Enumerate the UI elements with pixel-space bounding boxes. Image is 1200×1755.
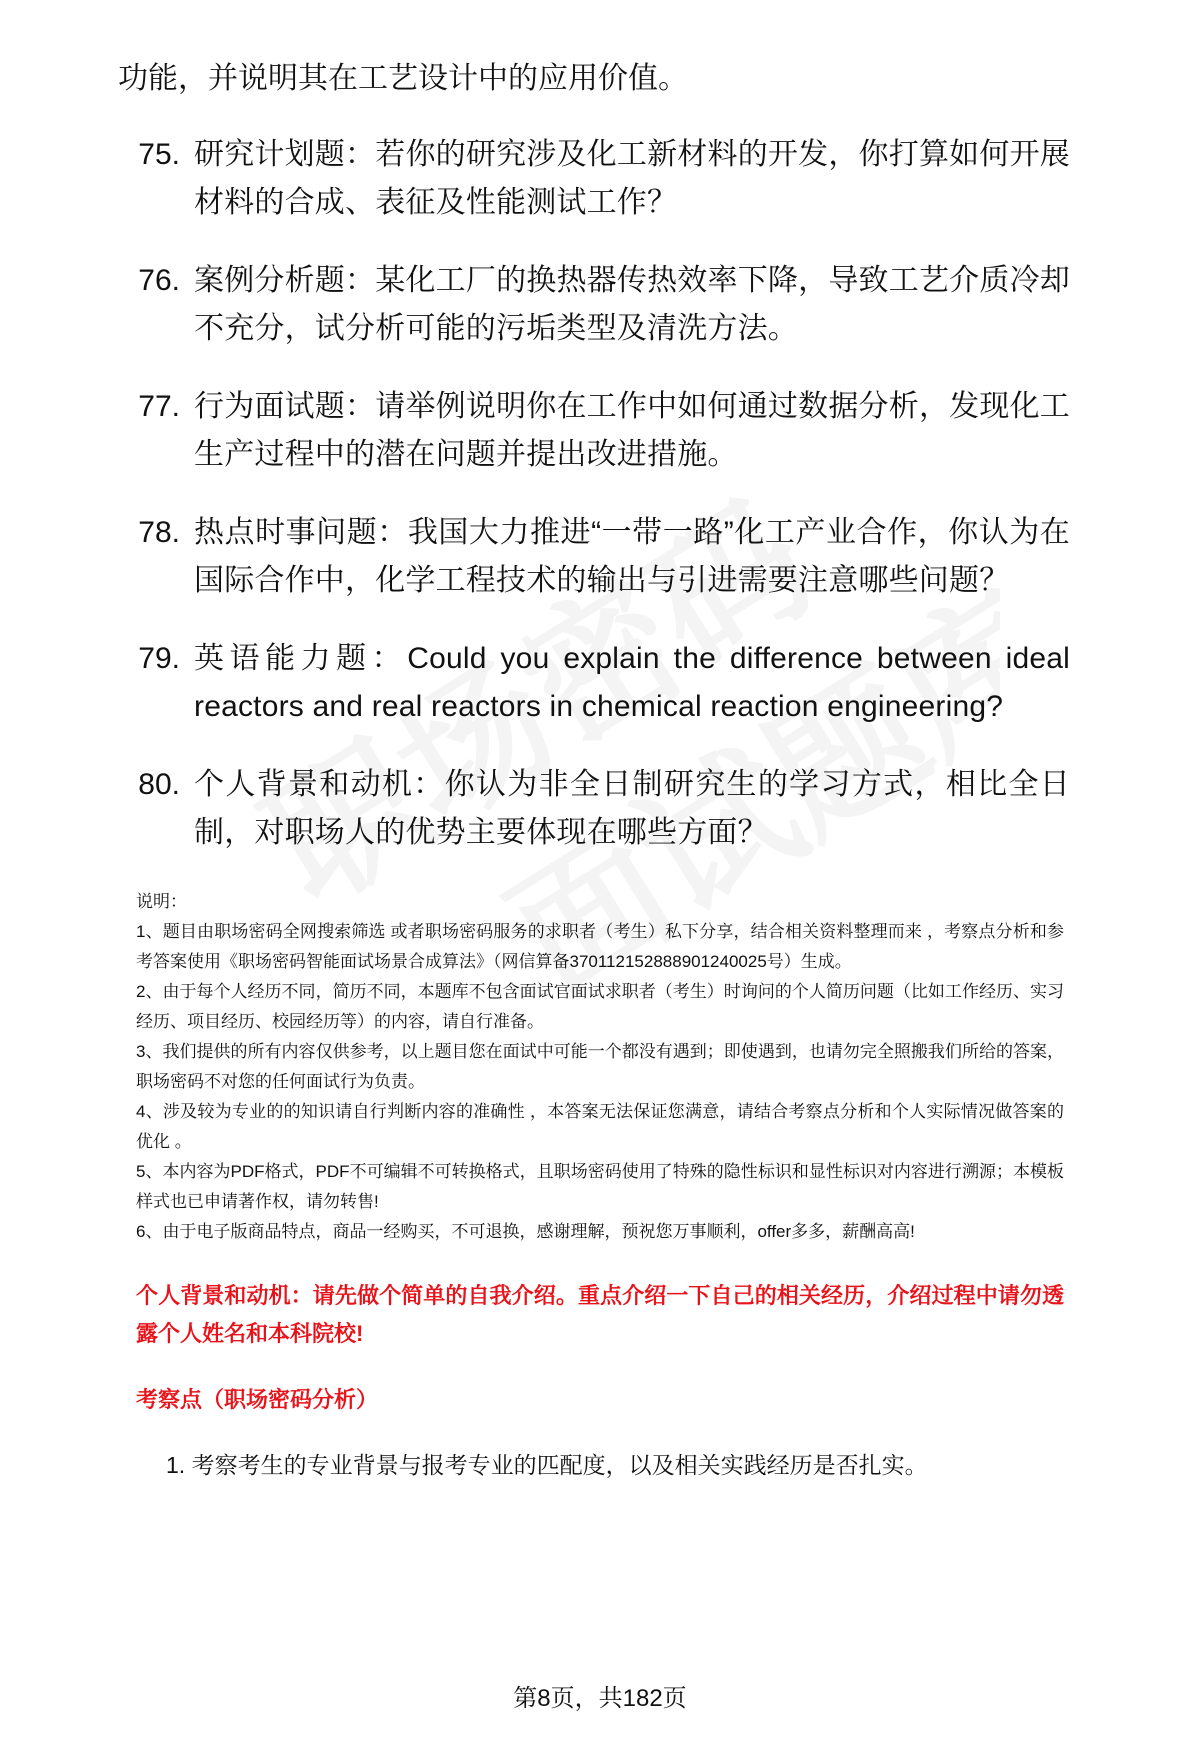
question-text: 英语能力题：Could you explain the difference between ideal reactors and real reactors in chemical reaction engineering? [194, 642, 1070, 723]
note-item: 2、由于每个人经历不同，简历不同，本题库不包含面试官面试求职者（考生）时询问的个人简历问题（比如工作经历、实习经历、项目经历、校园经历等）的内容，请自行准备。 [136, 982, 1064, 1031]
question-text: 行为面试题：请举例说明你在工作中如何通过数据分析，发现化工生产过程中的潜在问题并提出改进措施。 [194, 390, 1070, 471]
question-text: 个人背景和动机：你认为非全日制研究生的学习方式，相比全日制，对职场人的优势主要体现在哪些方面？ [194, 768, 1070, 849]
question-text: 研究计划题：若你的研究涉及化工新材料的开发，你打算如何开展材料的合成、表征及性能测试工作？ [194, 138, 1070, 219]
question-number: 80. [138, 768, 180, 801]
question-item [118, 383, 1070, 479]
document-content [118, 55, 1070, 1485]
question-text: 热点时事问题：我国大力推进“一带一路”化工产业合作，你认为在国际合作中，化学工程技术的输出与引进需要注意哪些问题？ [194, 516, 1070, 597]
notes-title: 说明： [136, 892, 187, 911]
continuation-line: 功能，并说明其在工艺设计中的应用价值。 [118, 62, 688, 95]
note-item: 1、题目由职场密码全网搜索筛选 或者职场密码服务的求职者（考生）私下分享，结合相关资料整理而来 ，考察点分析和参考答案使用《职场密码智能面试场景合成算法》（网信算备370112152888901240025号）生成。 [136, 922, 1064, 971]
note-item: 5、本内容为PDF格式，PDF不可编辑不可转换格式，且职场密码使用了特殊的隐性标识和显性标识对内容进行溯源；本模板样式也已申请著作权，请勿转售! [136, 1162, 1064, 1211]
question-number: 79. [138, 642, 180, 675]
section-heading: 考察点（职场密码分析） [136, 1387, 379, 1412]
question-number: 78. [138, 516, 180, 549]
note-item: 3、我们提供的所有内容仅供参考，以上题目您在面试中可能一个都没有遇到；即使遇到，也请勿完全照搬我们所给的答案，职场密码不对您的任何面试行为负责。 [136, 1042, 1064, 1091]
question-number: 77. [138, 390, 180, 423]
highlight-instruction: 个人背景和动机：请先做个简单的自我介绍。重点介绍一下自己的相关经历，介绍过程中请勿透露个人姓名和本科院校! [136, 1283, 1064, 1346]
question-list [118, 131, 1070, 857]
question-item [118, 509, 1070, 605]
question-item [118, 131, 1070, 227]
exam-point-item: 1. 考察考生的专业背景与报考专业的匹配度，以及相关实践经历是否扎实。 [166, 1452, 928, 1478]
note-item: 6、由于电子版商品特点，商品一经购买，不可退换，感谢理解，预祝您万事顺利，offer多多，薪酬高高! [136, 1222, 915, 1241]
note-item: 4、涉及较为专业的的知识请自行判断内容的准确性 ，本答案无法保证您满意，请结合考察点分析和个人实际情况做答案的优化 。 [136, 1102, 1064, 1151]
question-text: 案例分析题：某化工厂的换热器传热效率下降，导致工艺介质冷却不充分，试分析可能的污垢类型及清洗方法。 [194, 264, 1070, 345]
question-number: 75. [138, 138, 180, 171]
question-item [118, 257, 1070, 353]
question-item [118, 761, 1070, 857]
page-footer: 第8页，共182页 [513, 1685, 687, 1712]
question-item [118, 635, 1070, 731]
notes-block [118, 887, 1070, 1485]
question-number: 76. [138, 264, 180, 297]
